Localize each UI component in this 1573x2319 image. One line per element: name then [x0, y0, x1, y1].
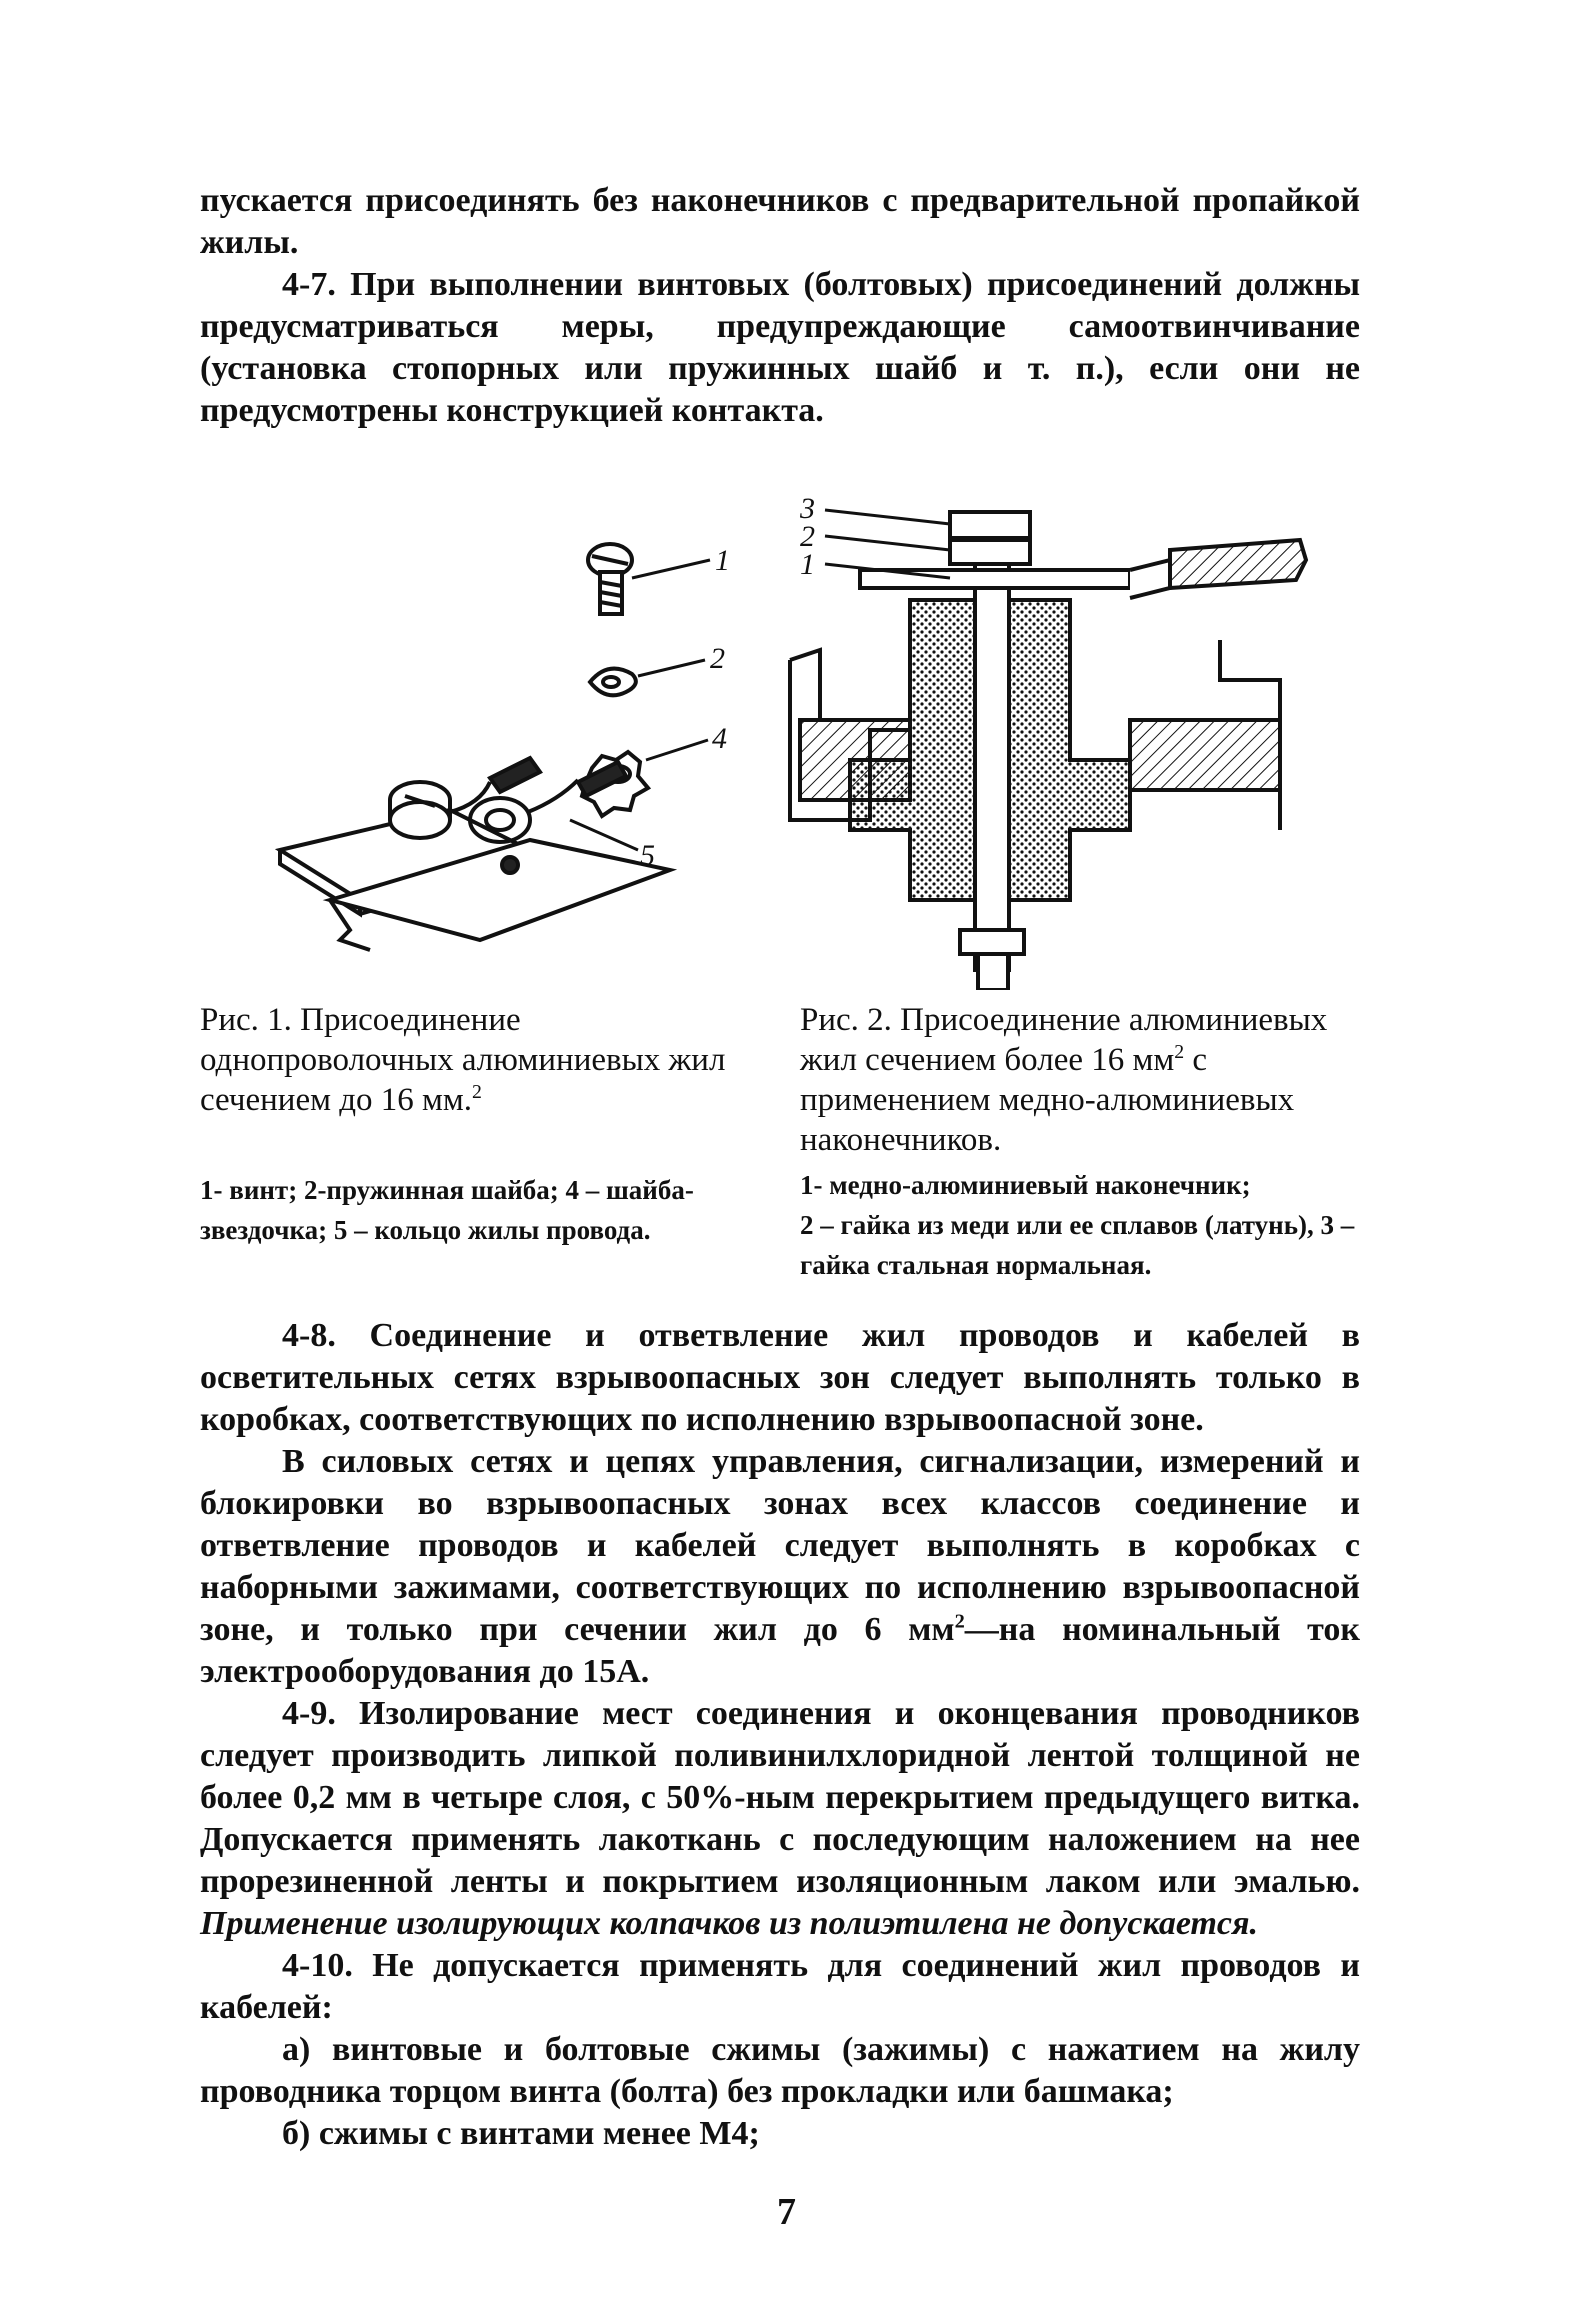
top-text-block — [200, 180, 1360, 432]
bottom-nut — [960, 930, 1024, 954]
figure-1-legend: 1- винт; 2-пружинная шайба; 4 – шайба-звездочка; 5 – кольцо жилы провода. — [200, 1175, 694, 1245]
figure-1-drawing — [240, 520, 760, 960]
fig2-label-1: 1 — [800, 548, 815, 581]
fig1-label-1: 1 — [715, 544, 730, 577]
paragraph-4-7 — [200, 264, 1360, 432]
paragraph-4-9 — [200, 1693, 1360, 1945]
page-number: 7 — [777, 2191, 796, 2233]
cable-icon — [1170, 540, 1306, 588]
figure-2-caption — [800, 1000, 1360, 1160]
list-item-a: а) винтовые и болтовые сжимы (зажимы) с нажатием на жилу проводника торцом винта (болта) без прокладки или башмака; — [200, 2031, 1360, 2110]
list-item-b: б) сжимы с винтами менее М4; — [282, 2115, 760, 2152]
paragraph-4-10 — [200, 1945, 1360, 2029]
figure-1-caption-sup: 2 — [472, 1081, 482, 1103]
fig1-label-5: 5 — [640, 839, 655, 872]
paragraph-text: В силовых сетях и цепях управления, сигнализации, измерений и блокировки во взрывоопасных зонах всех классов соединение и ответвление проводов и кабелей следует выполнять в коробках с наборными зажимами, соответствующих по исполнению взрывоопасной зоне, и только при сечении жил до 6 мм — [200, 1443, 1360, 1648]
fig2-label-3: 3 — [800, 492, 815, 525]
paragraph-text: Не допускается применять для соединений жил проводов и кабелей: — [200, 1947, 1360, 2026]
figure-2-caption-text: Рис. 2. Присоединение алюминиевых жил сечением более 16 мм — [800, 1002, 1328, 1078]
paragraph-number: 4-7. — [282, 266, 336, 303]
paragraph-text-end: —на номинальный ток электрооборудования до 15А. — [200, 1611, 1360, 1690]
paragraph-text: При выполнении винтовых (болтовых) присоединений должны предусматриваться меры, предупреждающие самоотвинчивание (установка стопорных или пружинных шайб и т. п.), если они не предусмотрены конструкцией контакта. — [200, 266, 1360, 429]
steel-nut-icon — [950, 512, 1030, 538]
fig1-label-2: 2 — [710, 642, 725, 675]
figure-2-drawing — [780, 490, 1320, 990]
paragraph-text: Соединение и ответвление жил проводов и кабелей в осветительных сетях взрывоопасных зон следует выполнять только в коробках, соответствующих по исполнению взрывоопасной зоне. — [200, 1317, 1360, 1438]
fig2-label-2: 2 — [800, 520, 815, 553]
figure-2-caption-text-end: с применением медно-алюминиевых наконечников. — [800, 1042, 1295, 1158]
paragraph-number: 4-9. — [282, 1695, 336, 1732]
paragraph-text: Изолирование мест соединения и оконцевания проводников следует производить липкой поливинилхлоридной лентой толщиной не более 0,2 мм в четыре слоя, с 50%-ным перекрытием предыдущего витка. Допускается применять лакоткань с последующим наложением на нее прорезиненной ленты и покрытием изоляционным лаком или эмалью. — [200, 1695, 1360, 1900]
figure-1-caption — [200, 1000, 760, 1120]
continuation-paragraph: пускается присоединять без наконечников с предварительной пропайкой жилы. — [200, 182, 1360, 261]
base-plate-right — [1130, 720, 1280, 790]
figure-2-legend-item-1: 1- медно-алюминиевый наконечник; — [800, 1170, 1251, 1200]
figure-1-caption-text: Рис. 1. Присоединение однопроволочных алюминиевых жил сечением до 16 мм. — [200, 1002, 726, 1118]
paragraph-4-8-continued — [200, 1441, 1360, 1693]
screw-icon — [588, 544, 710, 614]
copper-nut-icon — [950, 540, 1030, 564]
paragraph-number: 4-10. — [282, 1947, 353, 1984]
figure-2-legend — [800, 1165, 1360, 1285]
fig1-label-4: 4 — [712, 722, 727, 755]
figure-2-legend-item-2: 2 – гайка из меди или ее сплавов (латунь), 3 – гайка стальная нормальная. — [800, 1210, 1355, 1280]
figure-2-caption-sup: 2 — [1174, 1041, 1185, 1063]
bolt-shaft — [975, 550, 1009, 970]
paragraph-number: 4-8. — [282, 1317, 336, 1354]
paragraph-4-8 — [200, 1315, 1360, 1441]
superscript: 2 — [954, 1610, 965, 1633]
body-text-block — [200, 1315, 1360, 2155]
paragraph-italic-note: Применение изолирующих колпачков из полиэтилена не допускается. — [200, 1905, 1259, 1942]
spring-washer-icon — [590, 660, 705, 695]
